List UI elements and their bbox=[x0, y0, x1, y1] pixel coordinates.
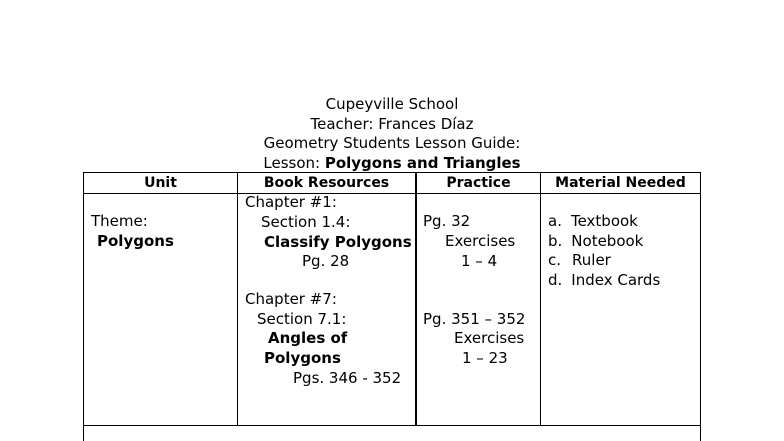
section-7-1-title-line-2: Polygons bbox=[264, 349, 341, 367]
theme-label: Theme: bbox=[91, 212, 148, 230]
row-bottom-border bbox=[83, 425, 701, 426]
material-item bbox=[548, 212, 638, 232]
school-name: Cupeyville School bbox=[325, 95, 459, 113]
practice-2-exercises-range: 1 – 23 bbox=[462, 349, 508, 367]
material-text: Index Cards bbox=[571, 271, 661, 289]
section-7-1-title-line-1: Angles of bbox=[268, 329, 348, 347]
material-text: Ruler bbox=[572, 251, 611, 269]
lesson-line bbox=[0, 154, 784, 174]
chapter-7-label: Chapter #7: bbox=[245, 290, 337, 308]
material-marker: b. bbox=[548, 232, 563, 250]
column-divider bbox=[237, 172, 238, 425]
section-1-4-label: Section 1.4: bbox=[261, 213, 351, 231]
practice-2-exercises-label: Exercises bbox=[454, 329, 525, 347]
column-header-book-resources: Book Resources bbox=[263, 175, 390, 191]
material-marker: a. bbox=[548, 212, 562, 230]
material-marker: c. bbox=[548, 251, 562, 269]
column-header-practice: Practice bbox=[446, 175, 511, 191]
lesson-label: Lesson: bbox=[263, 153, 325, 172]
material-item bbox=[548, 271, 660, 291]
table-top-border bbox=[83, 172, 701, 173]
column-header-material-needed: Material Needed bbox=[555, 175, 686, 191]
lesson-title: Polygons and Triangles bbox=[324, 153, 521, 172]
material-marker: d. bbox=[548, 271, 563, 289]
material-text: Notebook bbox=[571, 232, 644, 250]
section-1-4-title: Classify Polygons bbox=[264, 233, 412, 251]
practice-1-exercises-label: Exercises bbox=[445, 232, 516, 250]
guide-title: Geometry Students Lesson Guide: bbox=[263, 134, 521, 152]
practice-1-exercises-range: 1 – 4 bbox=[461, 252, 498, 270]
document-header bbox=[0, 95, 784, 173]
practice-1-page: Pg. 32 bbox=[423, 212, 471, 230]
table-right-border bbox=[700, 172, 701, 441]
lesson-table bbox=[83, 172, 701, 441]
theme-value: Polygons bbox=[97, 232, 174, 250]
chapter-1-label: Chapter #1: bbox=[245, 193, 337, 211]
section-1-4-page: Pg. 28 bbox=[302, 252, 350, 270]
section-7-1-pages: Pgs. 346 - 352 bbox=[293, 369, 402, 387]
material-item bbox=[548, 251, 611, 271]
practice-2-page: Pg. 351 – 352 bbox=[423, 310, 526, 328]
column-divider bbox=[540, 172, 541, 425]
teacher-line: Teacher: Frances Díaz bbox=[310, 114, 474, 133]
section-7-1-label: Section 7.1: bbox=[257, 310, 347, 328]
material-item bbox=[548, 232, 643, 252]
column-divider bbox=[415, 172, 417, 425]
table-left-border bbox=[83, 172, 84, 441]
column-header-unit: Unit bbox=[144, 175, 177, 191]
material-text: Textbook bbox=[570, 212, 638, 230]
